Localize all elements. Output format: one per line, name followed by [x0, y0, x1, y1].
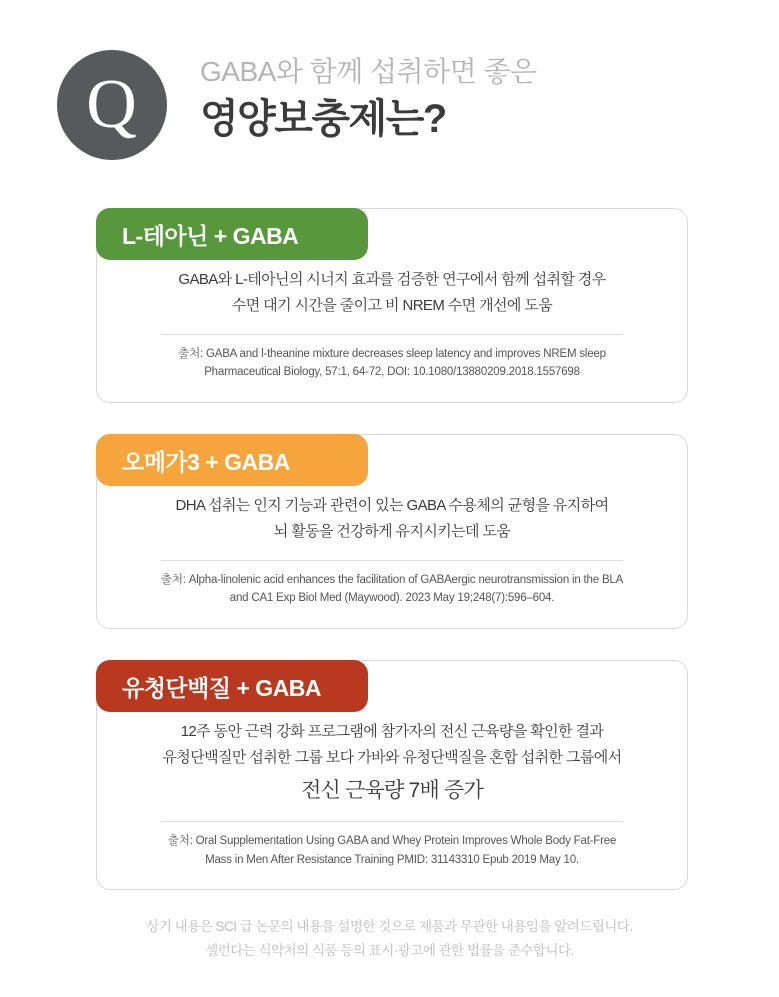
- question-badge: Q: [57, 50, 167, 160]
- card-source-line-2: Mass in Men After Resistance Training PMID: 31143310 Epub 2019 May 10.: [205, 854, 579, 867]
- card-body: [97, 719, 687, 870]
- page-title: 영양보충제는?: [200, 97, 446, 142]
- headline-group: [200, 54, 537, 144]
- header: [0, 40, 779, 180]
- card-body: [97, 493, 687, 608]
- card-desc-line-1: DHA 섭취는 인지 기능과 관련이 있는 GABA 수용체의 균형을 유지하여: [175, 497, 609, 514]
- card-tab-label: L-테아닌 + GABA: [96, 208, 368, 260]
- card-desc-line-2: 뇌 활동을 건강하게 유지시키는데 도움: [273, 523, 511, 541]
- card-desc-line-2: 수면 대기 시간을 줄이고 비 NREM 수면 개선에 도움: [231, 297, 553, 315]
- card-highlight: 전신 근육량 7배 증가: [301, 778, 483, 802]
- card-divider: [161, 821, 623, 822]
- footer-line-2: 셀런다는 식약처의 식품 등의 표시·광고에 관한 법률을 준수합니다.: [205, 942, 574, 958]
- card-theanine: [96, 208, 688, 403]
- card-tab-label: 오메가3 + GABA: [96, 434, 368, 486]
- card-source-line-1: 출처: Oral Supplementation Using GABA and Whey Protein Improves Whole Body Fat-Free: [167, 835, 617, 848]
- card-divider: [161, 560, 623, 561]
- card-source-line-1: 출처: GABA and l-theanine mixture decreases sleep latency and improves NREM sleep: [178, 347, 606, 360]
- card-omega3: [96, 434, 688, 629]
- card-source-line-2: and CA1 Exp Biol Med (Maywood). 2023 May 19;248(7):596–604.: [229, 592, 555, 605]
- headline-subtitle: GABA와 함께 섭취하면 좋은: [200, 56, 537, 87]
- card-source-line-1: 출처: Alpha-linolenic acid enhances the facilitation of GABAergic neurotransmission in the BLA: [160, 573, 624, 586]
- card-whey-protein: [96, 660, 688, 890]
- footer-disclaimer: [0, 915, 779, 962]
- card-body: [97, 267, 687, 382]
- card-source-line-2: Pharmaceutical Biology, 57:1, 64-72, DOI: 10.1080/13880209.2018.1557698: [204, 366, 580, 379]
- card-tab-label: 유청단백질 + GABA: [96, 660, 368, 712]
- card-desc-line-1: 12주 동안 근력 강화 프로그램에 참가자의 전신 근육량을 확인한 결과: [180, 723, 604, 740]
- card-divider: [161, 334, 623, 335]
- card-desc-line-2: 유청단백질만 섭취한 그룹 보다 가바와 유청단백질을 혼합 섭취한 그룹에서: [162, 749, 622, 767]
- footer-line-1: 상기 내용은 SCI 급 논문의 내용을 설명한 것으로 제품과 무관한 내용임을 알려드립니다.: [146, 919, 633, 934]
- card-desc-line-1: GABA와 L-테아닌의 시너지 효과를 검증한 연구에서 함께 섭취할 경우: [178, 271, 606, 288]
